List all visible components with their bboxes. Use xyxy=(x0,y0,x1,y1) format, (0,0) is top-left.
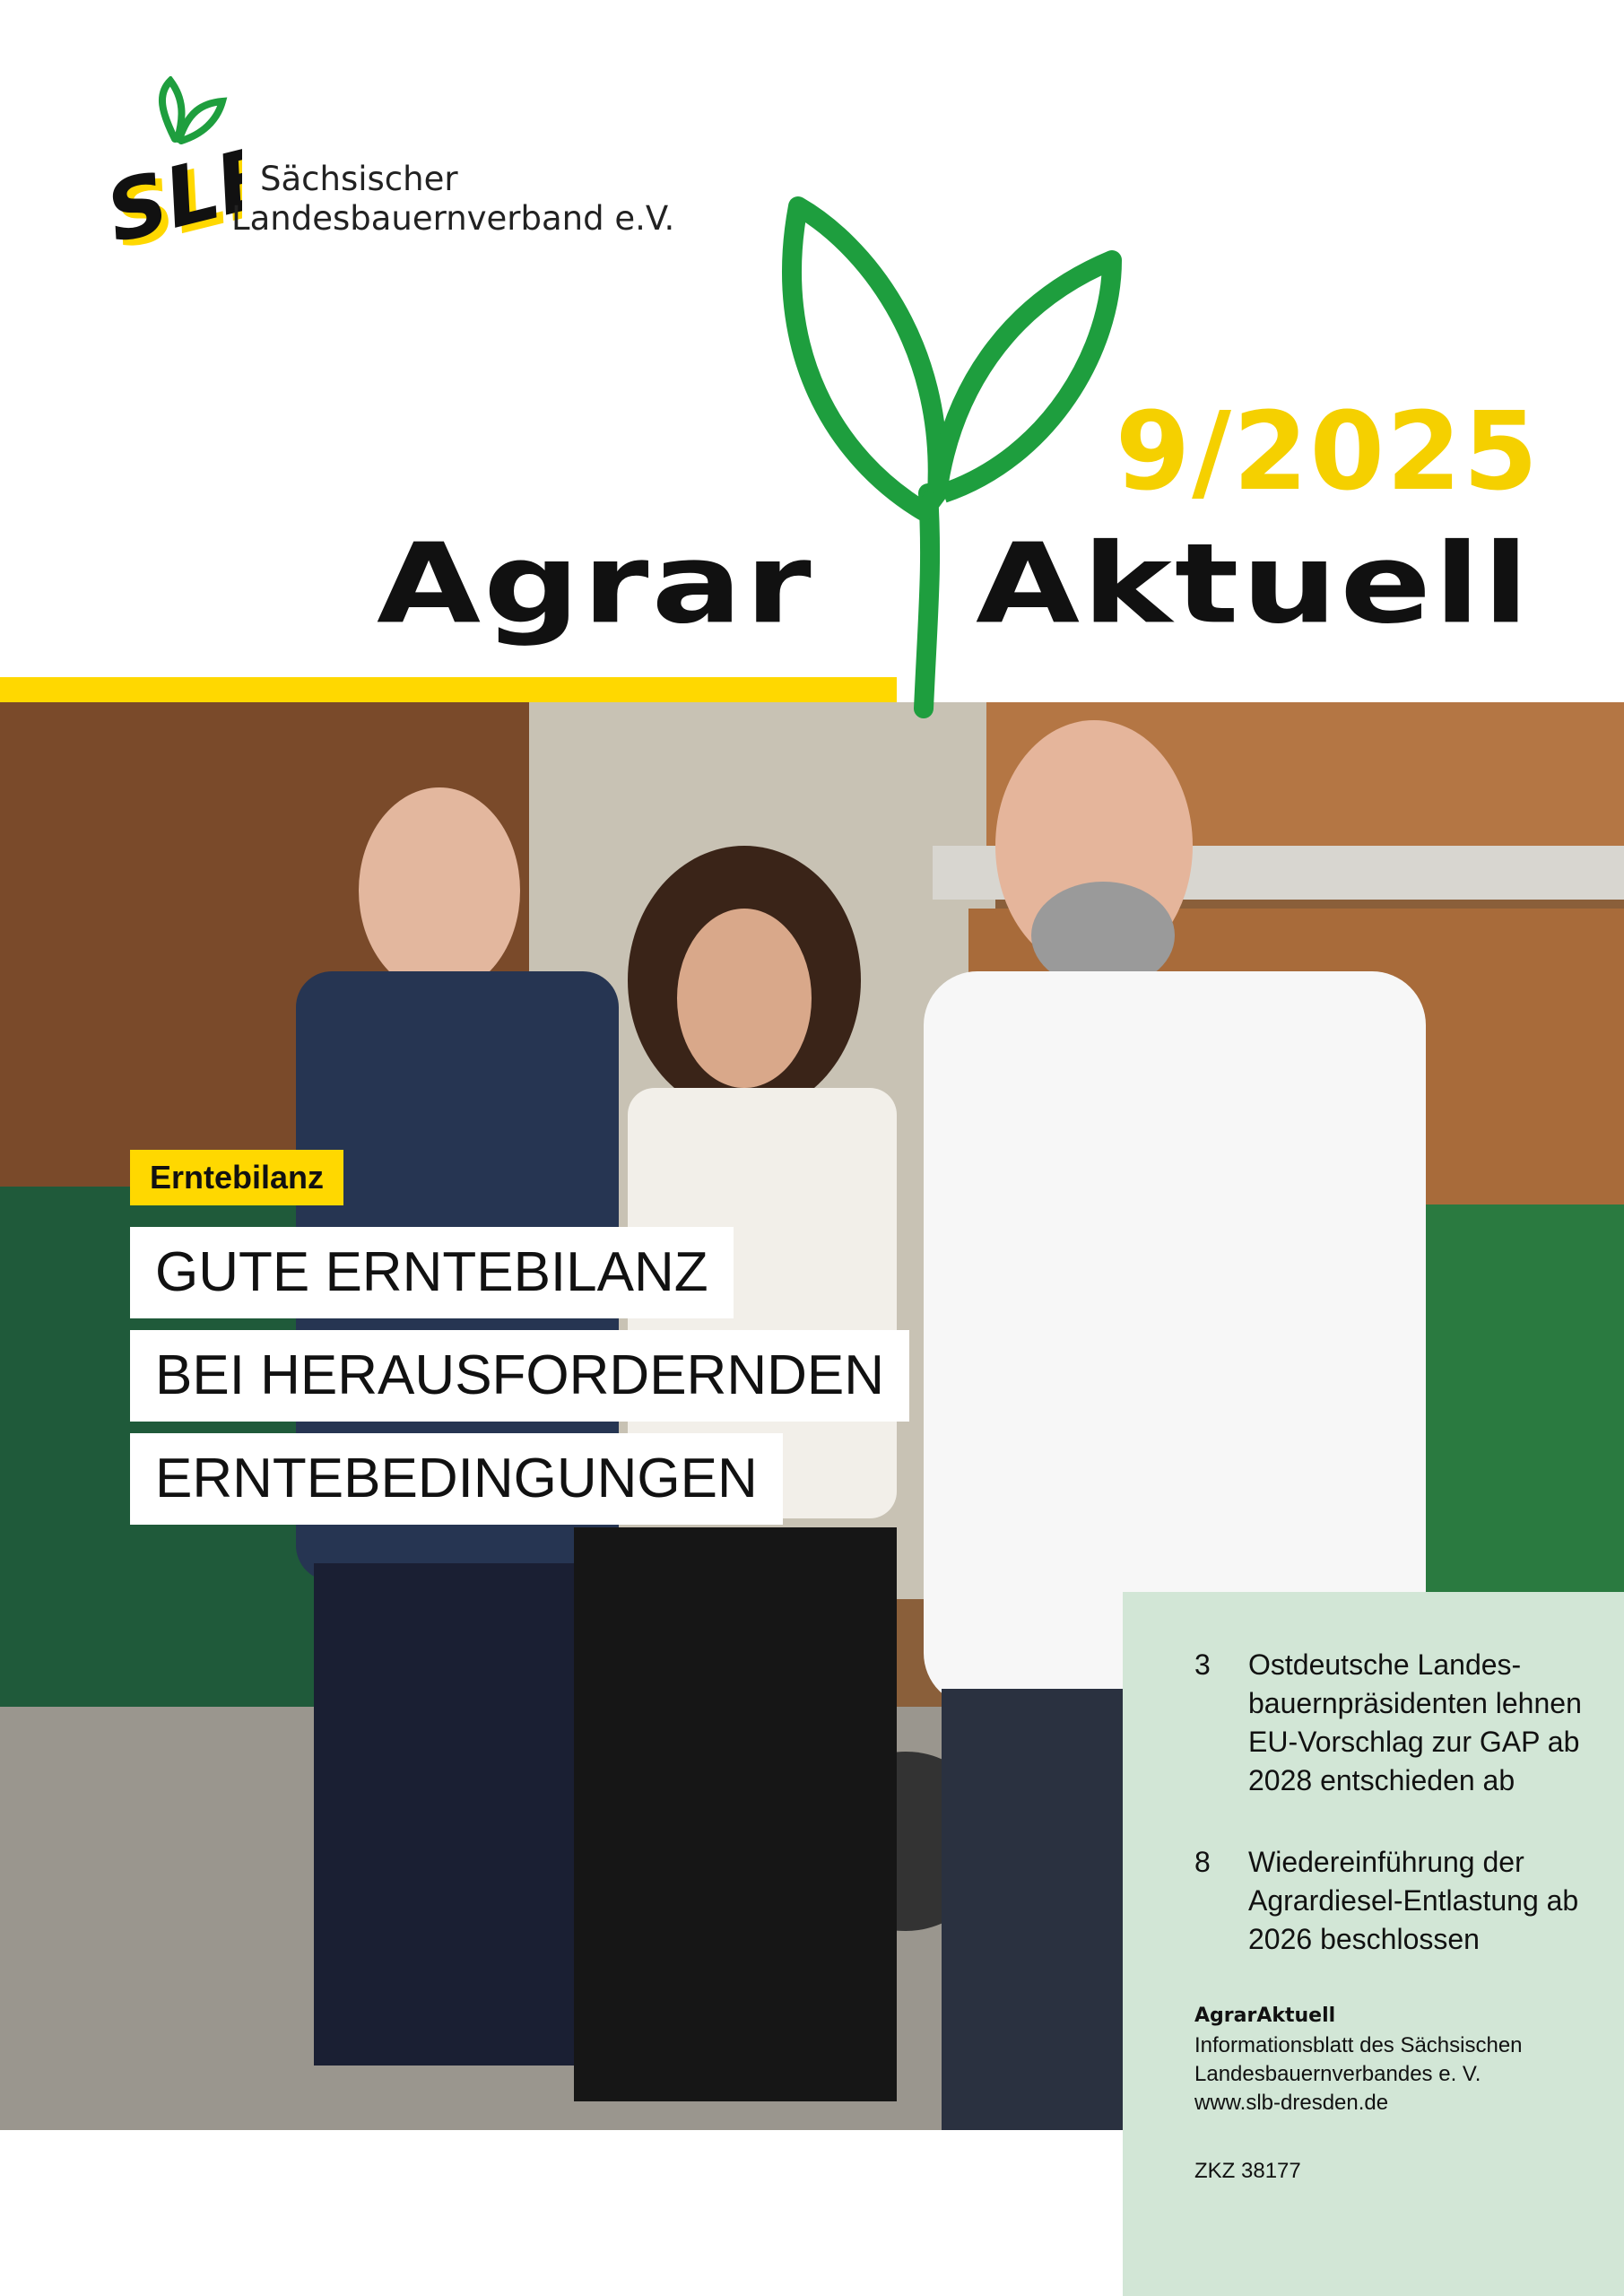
org-name-line2: Landesbauernverband e.V. xyxy=(231,199,675,238)
toc-title: Ostdeutsche Landes-bauernpräsidenten lehnen EU-Vorschlag zur GAP ab 2028 entschieden ab xyxy=(1248,1648,1582,1796)
slb-logo-icon xyxy=(108,76,242,256)
headline-line3: ERNTEBEDINGUNGEN xyxy=(130,1433,783,1525)
issue-number: 9/2025 xyxy=(1115,390,1540,515)
headline-line1: GUTE ERNTEBILANZ xyxy=(130,1227,734,1318)
imprint-description-line1: Informationsblatt des Sächsischen xyxy=(1194,2033,1523,2057)
imprint-description-line2: Landesbauernverbandes e. V. xyxy=(1194,2062,1481,2086)
org-name-line1: Sächsischer xyxy=(260,160,458,198)
imprint-brand: AgrarAktuell xyxy=(1194,2005,1336,2027)
masthead-title-agrar: Agrar xyxy=(377,520,814,648)
imprint-zkz: ZKZ 38177 xyxy=(1194,2159,1301,2183)
toc-entry xyxy=(1194,1646,1607,1843)
imprint-website: www.slb-dresden.de xyxy=(1194,2091,1389,2115)
svg-text:SLB: SLB xyxy=(108,132,242,256)
toc-entry xyxy=(1194,1843,1607,1969)
story-kicker: Erntebilanz xyxy=(130,1150,343,1205)
contents-panel xyxy=(1123,1592,1624,2296)
svg-text:SLB: SLB xyxy=(108,126,242,256)
toc-title: Wiedereinführung der Agrardiesel-Entlastung ab 2026 beschlossen xyxy=(1248,1846,1579,1955)
toc-page-number: 8 xyxy=(1194,1846,1211,1878)
toc-page-number: 3 xyxy=(1194,1648,1211,1681)
masthead-title-aktuell: Aktuell xyxy=(976,520,1532,648)
headline-line2: BEI HERAUSFORDERNDEN xyxy=(130,1330,909,1422)
sprout-icon xyxy=(753,188,1130,726)
